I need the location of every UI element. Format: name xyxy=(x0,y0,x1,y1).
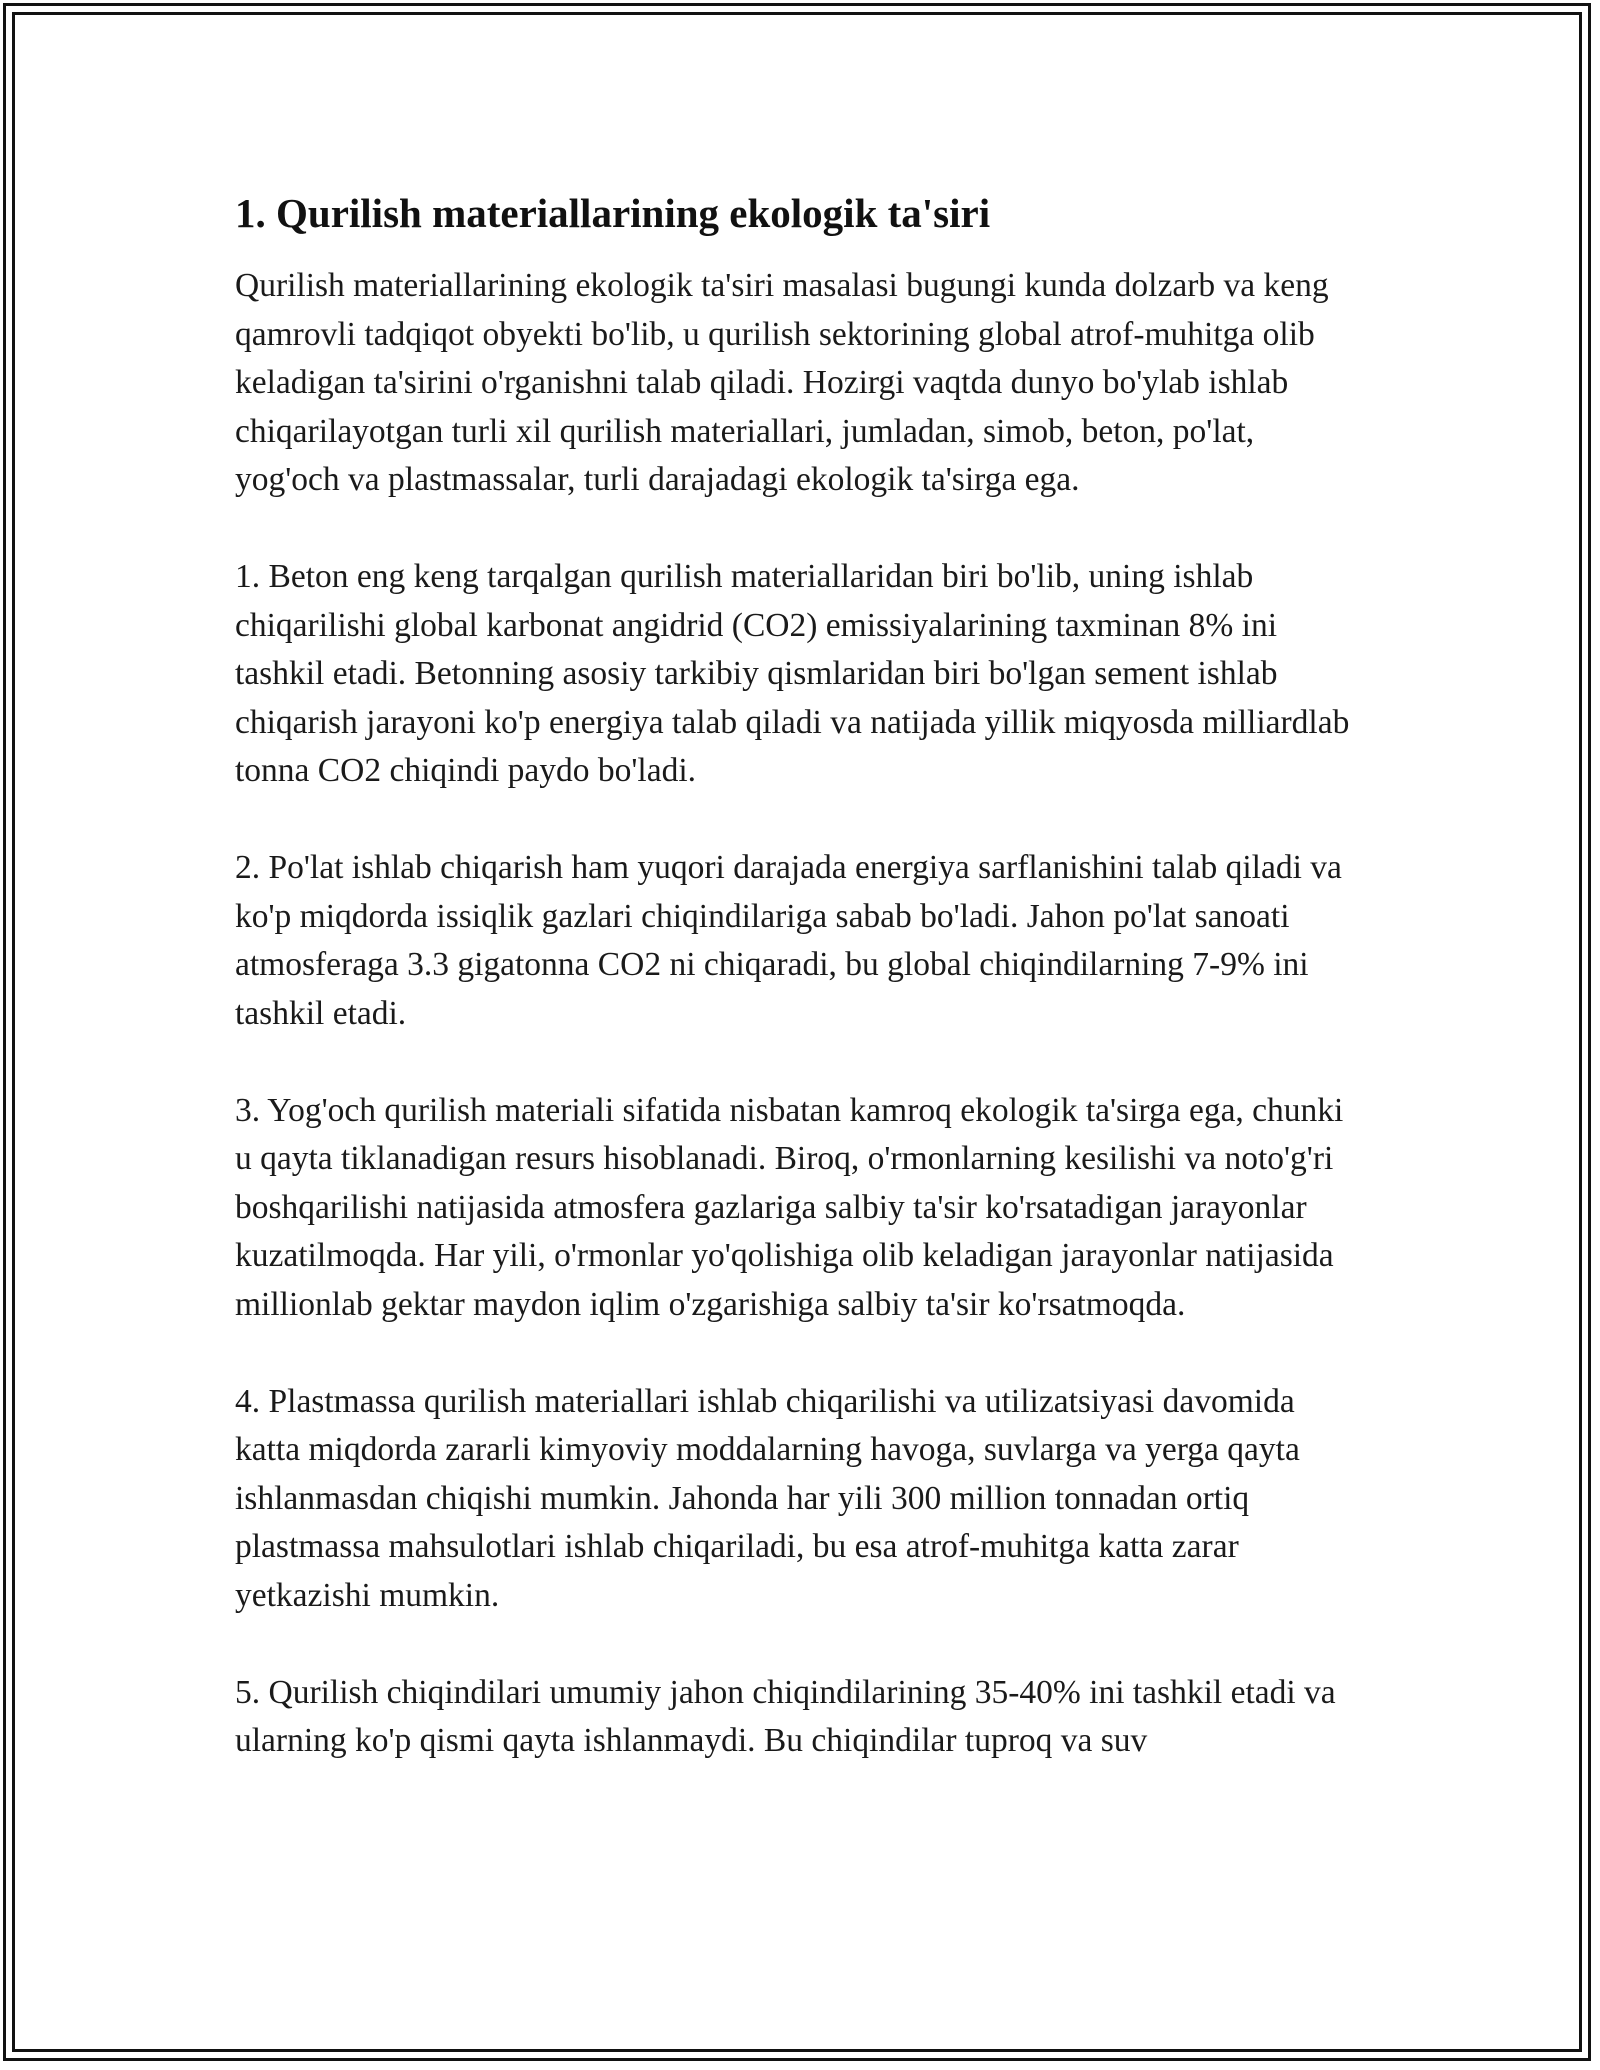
paragraph-construction-waste: 5. Qurilish chiqindilari umumiy jahon chiqindilarining 35-40% ini tashkil etadi va ularning ko'p qismi qayta ishlanmaydi. Bu chiqindilar tuproq va suv xyxy=(235,1673,1336,1759)
paragraph-concrete: 1. Beton eng keng tarqalgan qurilish materiallaridan biri bo'lib, uning ishlab chiqarilishi global karbonat angidrid (CO2) emissiyalarining taxminan 8% ini tashkil etadi. Betonning asosiy tarkibiy qismlaridan biri bo'lgan sement ishlab chiqarish jarayoni ko'p energiya talab qiladi va natijada yillik miqyosda milliardlab tonna CO2 chiqindi paydo bo'ladi. xyxy=(235,558,1350,789)
paragraph-plastic: 4. Plastmassa qurilish materiallari ishlab chiqarilishi va utilizatsiyasi davomida katta miqdorda zararli kimyoviy moddalarning havoga, suvlarga va yerga qayta ishlanmasdan chiqishi mumkin. Jahonda har yili 300 million tonnadan ortiq plastmassa mahsulotlari ishlab chiqariladi, bu esa atrof-muhitga katta zarar yetkazishi mumkin. xyxy=(235,1382,1300,1614)
document-body xyxy=(235,188,1365,1814)
paragraph-wood: 3. Yog'och qurilish materiali sifatida nisbatan kamroq ekologik ta'sirga ega, chunki u qayta tiklanadigan resurs hisoblanadi. Biroq, o'rmonlarning kesilishi va noto'g'ri boshqarilishi natijasida atmosfera gazlariga salbiy ta'sir ko'rsatadigan jarayonlar kuzatilmoqda. Har yili, o'rmonlar yo'qolishiga olib keladigan jarayonlar natijasida millionlab gektar maydon iqlim o'zgarishiga salbiy ta'sir ko'rsatmoqda. xyxy=(235,1091,1344,1323)
section-heading: 1. Qurilish materiallarining ekologik ta'siri xyxy=(235,190,991,236)
intro-paragraph: Qurilish materiallarining ekologik ta'siri masalasi bugungi kunda dolzarb va keng qamrovli tadqiqot obyekti bo'lib, u qurilish sektorining global atrof-muhitga olib keladigan ta'sirini o'rganishni talab qiladi. Hozirgi vaqtda dunyo bo'ylab ishlab chiqarilayotgan turli xil qurilish materiallari, jumladan, simob, beton, po'lat, yog'och va plastmassalar, turli darajadagi ekologik ta'sirga ega. xyxy=(235,267,1329,498)
paragraph-steel: 2. Po'lat ishlab chiqarish ham yuqori darajada energiya sarflanishini talab qiladi va ko'p miqdorda issiqlik gazlari chiqindilariga sabab bo'ladi. Jahon po'lat sanoati atmosferaga 3.3 gigatonna CO2 ni chiqaradi, bu global chiqindilarning 7-9% ini tashkil etadi. xyxy=(235,849,1342,1032)
